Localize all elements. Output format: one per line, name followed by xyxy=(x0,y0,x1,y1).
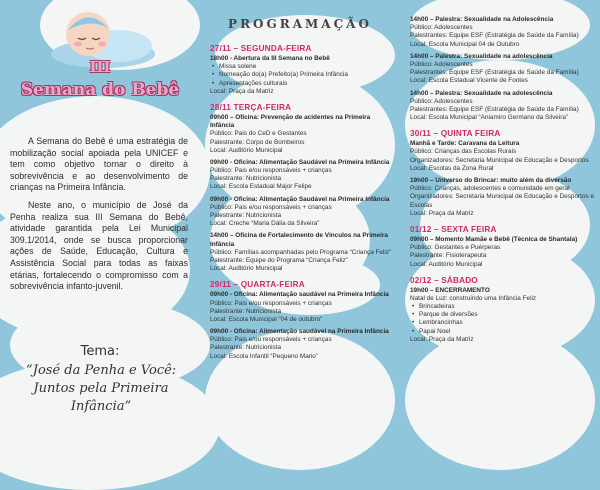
event-detail: Palestrantes: Equipe ESF (Estratégia de Saúde da Família) xyxy=(410,32,579,40)
event-title: 19h00 – ENCERRAMENTO xyxy=(410,286,490,294)
schedule-event xyxy=(210,232,395,273)
theme-line: “José da Penha e Você: xyxy=(25,363,177,378)
event-detail: Palestrante: Nutricionista xyxy=(210,212,282,219)
event-detail: Palestrante: Nutricionista xyxy=(210,307,282,315)
event-detail: Palestrante: Nutricionista xyxy=(210,344,282,352)
event-bullet: • Nomeação do(a) Prefeito(a) Primeira Infância xyxy=(210,71,395,79)
day-section xyxy=(210,41,395,96)
day-section xyxy=(410,14,595,122)
event-detail: Local: Auditório Municipal xyxy=(210,146,283,154)
event-detail: Público: Pais do CeD e Gestantes xyxy=(210,130,307,138)
schedule-event xyxy=(210,55,395,96)
event-detail: Local: Praça da Matriz xyxy=(210,87,274,95)
event-detail: Palestrante: Equipe do Programa “Criança Feliz” xyxy=(210,256,348,264)
event-title: 09h00 – Momento Mamãe e Bebê (Técnica de Shantala) xyxy=(410,235,578,243)
event-detail: Local: Escola Municipal 04 de Outubro xyxy=(410,40,520,48)
event-title: 14h00 – Oficina de Fortalecimento de Vínculos na Primeira Infância xyxy=(210,232,388,248)
event-title: 09h00 - Oficina: Alimentação saudável na Primeira Infância xyxy=(210,328,389,336)
event-title: 09h00 - Oficina: Alimentação Saudável na Primeira Infância xyxy=(210,158,390,166)
day-section xyxy=(410,222,595,269)
event-bullet: • Lembrancinhas xyxy=(410,319,595,327)
schedule-middle xyxy=(210,41,395,365)
event-title: 18h00 - Abertura da III Semana no Bebê xyxy=(210,55,330,62)
schedule-event xyxy=(210,328,395,361)
schedule-event xyxy=(410,287,595,344)
event-detail: Palestrante: Nutricionista xyxy=(210,175,282,183)
event-detail: Público: Crianças, adolescentes e comunidade em geral xyxy=(410,185,570,193)
program-heading: PROGRAMAÇÃO xyxy=(228,17,372,31)
event-detail: Palestrantes: Equipe ESF (Estratégia de Saúde da Família) xyxy=(410,69,579,77)
event-detail: Público: Gestantes e Puérperas xyxy=(410,244,501,252)
event-detail: Palestrante: Corpo de Bombeiros xyxy=(210,138,305,146)
intro-paragraph: A Semana do Bebê é uma estratégia de mobilização social apoiada pela UNICEF e tem como objetivo tornar o direito à sobrevivência e ao desenvolvimento de crianças na Primeira Infância. xyxy=(10,136,188,193)
event-detail: Local: Praça da Matriz xyxy=(410,335,474,343)
schedule-event xyxy=(210,196,395,229)
event-bullet: • Parque de diversões xyxy=(410,311,595,319)
day-header: 28/11 TERÇA-FEIRA xyxy=(210,102,292,112)
event-detail: Palestrantes: Equipe ESF (Estratégia de Saúde da Família) xyxy=(410,105,579,113)
schedule-event xyxy=(410,177,595,218)
event-detail: Organizadores: Secretaria Municipal de Educação e Desportos xyxy=(410,156,589,164)
event-edition: III xyxy=(89,58,111,76)
event-bullet: • Brincadeiras xyxy=(410,303,595,311)
schedule-event xyxy=(210,114,395,155)
event-title: 09h00 – Oficina: Prevenção de acidentes na Primeira Infância xyxy=(210,113,371,130)
schedule-right xyxy=(410,14,595,348)
theme-line: Infância” xyxy=(70,398,132,414)
event-detail: Local: Escola Infantil “Pequeno Mario” xyxy=(210,352,318,360)
day-section xyxy=(410,273,595,344)
day-header: 01/12 – SEXTA FEIRA xyxy=(410,224,497,234)
schedule-event xyxy=(410,90,595,123)
schedule-event xyxy=(410,53,595,86)
day-section xyxy=(210,100,395,273)
event-title: 14h00 – Palestra: Sexualidade na adolescência xyxy=(410,89,553,97)
schedule-event xyxy=(410,140,595,173)
event-detail: Local: Auditório Municipal xyxy=(410,260,483,268)
event-detail: Local: Escola Municipal “Aniamiro Germano da Silveira” xyxy=(410,114,569,122)
schedule-event xyxy=(410,16,595,49)
event-detail: Público: Pais e/ou responsáveis + crianças xyxy=(210,299,332,307)
event-title: 14h00 – Palestra: Sexualidade na adolescência xyxy=(410,52,553,60)
event-detail: Local: Escola Municipal “04 de outubro” xyxy=(210,315,323,323)
event-detail: Palestrante: Fisioterapeuta xyxy=(410,252,487,260)
day-header: 02/12 – SÁBADO xyxy=(410,275,478,285)
theme-label: Tema: xyxy=(80,344,120,359)
event-bullet: • Missa solene xyxy=(210,63,395,71)
event-detail: Público: Adolescentes xyxy=(410,60,473,68)
event-detail: Local: Creche “Maria Dália da Silveira” xyxy=(210,220,320,228)
event-detail: Público: Pais e/ou responsáveis + crianças xyxy=(210,336,332,344)
event-detail: Organizadores: Secretaria Municipal de Educação e Desportos e Escolas xyxy=(410,193,595,209)
day-header: 30/11 – QUINTA FEIRA xyxy=(410,129,501,139)
intro-paragraph: Neste ano, o município de José da Penha realiza sua III Semana do Bebê, atividade garantida pela Lei Municipal 309.1/2014, onde se busca proporcionar ações de Saúde, Educação, Cultura e Assistência Social para todas as faixas etárias, fortalecendo o compromisso com a sobrevivência infanto-juvenil. xyxy=(10,200,188,292)
event-detail: Local: Escolas da Zona Rural xyxy=(410,164,494,172)
day-header: 27/11 – SEGUNDA-FEIRA xyxy=(210,44,312,53)
schedule-event xyxy=(210,291,395,324)
schedule-event xyxy=(410,236,595,269)
event-detail: Natal de Luz: construindo uma Infância Feliz xyxy=(410,294,537,302)
event-detail: Público: Adolescentes xyxy=(410,24,473,32)
theme-line: Juntos pela Primeira xyxy=(33,380,169,396)
day-section xyxy=(410,126,595,218)
event-detail: Público: Crianças das Escolas Rurais xyxy=(410,148,517,156)
event-title: 19h00 – Universo do Brincar: muito além da diversão xyxy=(410,177,572,184)
event-title: 14h00 – Palestra: Sexualidade na Adolescência xyxy=(410,16,554,23)
event-bullet: • Apresentações culturais xyxy=(210,80,395,88)
left-panel xyxy=(0,0,200,464)
theme-text xyxy=(16,362,186,416)
day-header: 29/11 – QUARTA-FEIRA xyxy=(210,280,305,290)
right-panel xyxy=(400,0,600,464)
event-detail: Público: Adolescentes xyxy=(410,97,473,105)
event-detail: Público: Pais e/ou responsáveis + crianças xyxy=(210,203,332,211)
event-title: 09h00 - Oficina: Alimentação Saudável na Primeira Infância xyxy=(210,195,390,203)
event-title: Semana do Bebê xyxy=(20,80,180,100)
event-title: Manhã e Tarde: Caravana da Leitura xyxy=(410,140,520,148)
event-title: 09h00 - Oficina: Alimentação saudável na Primeira Infância xyxy=(210,291,389,299)
event-detail: Público: Pais e/ou responsáveis + crianças xyxy=(210,167,332,175)
event-bullet: • Papai Noel xyxy=(410,328,595,336)
event-detail: Público: Famílias acompanhadas pelo Programa “Criança Feliz” xyxy=(210,248,392,256)
schedule-event xyxy=(210,159,395,192)
event-detail: Local: Auditório Municipal xyxy=(210,265,283,273)
event-detail: Local: Escola Estadual Vicente de Fontes xyxy=(410,77,528,85)
event-detail: Local: Escola Estadual Major Felipe xyxy=(210,183,312,191)
event-detail: Local: Praça da Matriz xyxy=(410,209,474,217)
middle-panel xyxy=(200,0,400,464)
intro-text xyxy=(10,136,188,299)
day-section xyxy=(210,277,395,361)
